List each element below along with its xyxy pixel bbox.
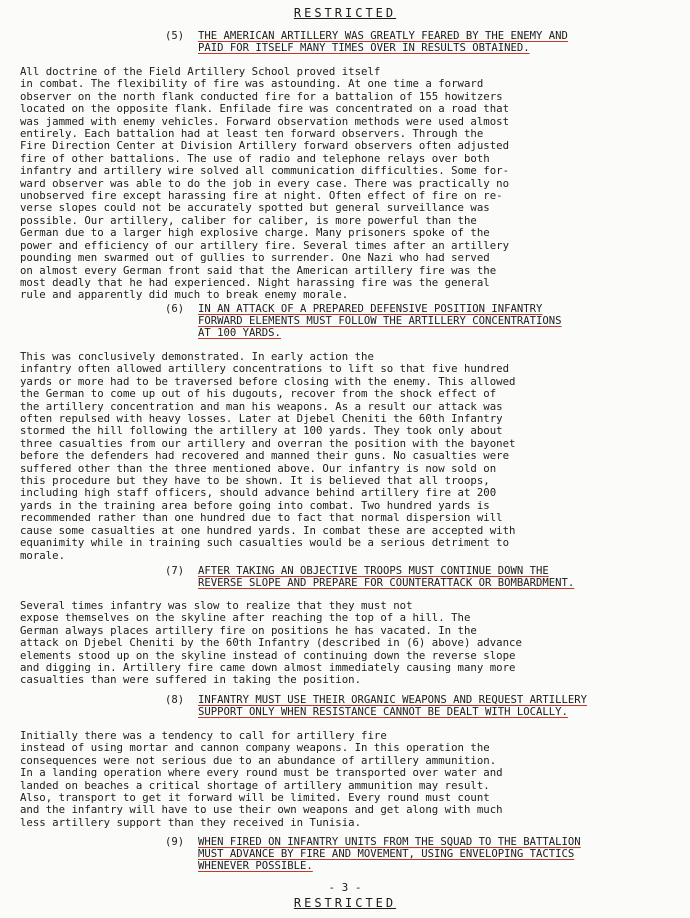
section-6-body: This was conclusively demonstrated. In early action the infantry often allowed artillery concentrations to lift so that five hundred yards or more had to be traversed before closing with the enemy. This allowed the German to come up out of his dugouts, recover from the shock effect of the artillery concentration and man his weapons. As a result our attack was often repulsed with heavy losses. Later at Djebel Cheniti the 60th Infantry stormed the hill following the artillery at 100 yards. They took only about three casualties from our artillery and overran the position with the bayonet before the defenders had recovered and manned their guns. No casualties were suffered other than the three mentioned above. Our infantry is now sold on this procedure but they have to be shown. It is believed that all troops, including high staff officers, should advance behind artillery fire at 200 yards in the training area before going into combat. Two hundred yards is recommended rather than one hundred due to fact that normal dispersion will cause some casualties at one hundred yards. In combat these are accepted with equanimity while in training such casualties would be a serious detriment to morale. [20, 350, 516, 562]
classification-footer: RESTRICTED [293, 896, 397, 910]
section-9-number: (9) [165, 836, 185, 848]
section-5-heading [165, 30, 635, 54]
section-6-heading-text: IN AN ATTACK OF A PREPARED DEFENSIVE POSITION INFANTRY FORWARD ELEMENTS MUST FOLLOW THE ARTILLERY CONCENTRATIONS AT 100 YARDS. [198, 303, 562, 339]
section-9-heading [165, 836, 635, 872]
section-5-body: All doctrine of the Field Artillery School proved itself in combat. The flexibility of fire was astounding. At one time a forward observer on the north flank conducted fire for a battalion of 155 howitzers located on the opposite flank. Enfilade fire was concentrated on a road that was jammed with enemy vehicles. Forward observation methods were used almost entirely. Each battalion had at least ten forward observers. Through the Fire Direction Center at Division Artillery forward observers often adjusted fire of other battalions. The use of radio and telephone relays over both infantry and artillery wire solved all communication difficulties. Some for- ward observer was able to do the job in every case. There was practically no unobserved fire except harassing fire at night. Often effect of fire on re- verse slopes could not be accurately spotted but general surveillance was possible. Our artillery, caliber for caliber, is more powerful than the German due to a larger high explosive charge. Many prisoners spoke of the power and efficiency of our artillery fire. Several times after an artillery pounding men swarmed out of gullies to surrender. One Nazi who had served on almost every German front said that the American artillery fire was the most deadly that he had experienced. Night harassing fire was the general rule and apparently did much to break enemy morale. [20, 65, 510, 302]
section-8-number: (8) [165, 694, 185, 706]
section-6-heading [165, 303, 635, 339]
section-7-heading-text: AFTER TAKING AN OBJECTIVE TROOPS MUST CONTINUE DOWN THE REVERSE SLOPE AND PREPARE FOR COUNTERATTACK OR BOMBARDMENT. [198, 565, 575, 589]
section-7-heading [165, 565, 635, 589]
section-7-body: Several times infantry was slow to realize that they must not expose themselves on the skyline after reaching the top of a hill. The German always places artillery fire on positions he has vacated. In the attack on Djebel Cheniti by the 60th Infantry (described in (6) above) advance elements stood up on the skyline instead of continuing down the reverse slope and digging in. Artillery fire came down almost immediately causing many more casualties than were suffered in taking the position. [20, 599, 522, 687]
classification-header: RESTRICTED [293, 6, 397, 20]
section-8-body: Initially there was a tendency to call for artillery fire instead of using mortar and cannon company weapons. In this operation the consequences were not serious due to an abundance of artillery ammunition. In a landing operation where every round must be transported over water and landed on beaches a critical shortage of artillery ammunition may result. Also, transport to get it forward will be limited. Every round must count and the infantry will have to use their own weapons and get along with much less artillery support than they received in Tunisia. [20, 729, 503, 829]
section-8-heading [165, 694, 635, 718]
section-9-heading-text: WHEN FIRED ON INFANTRY UNITS FROM THE SQUAD TO THE BATTALION MUST ADVANCE BY FIRE AND MOVEMENT, USING ENVELOPING TACTICS WHENEVER POSSIBLE. [198, 836, 581, 872]
section-6-number: (6) [165, 303, 185, 315]
section-5-heading-text: THE AMERICAN ARTILLERY WAS GREATLY FEARED BY THE ENEMY AND PAID FOR ITSELF MANY TIMES OVER IN RESULTS OBTAINED. [198, 30, 568, 54]
section-8-heading-text: INFANTRY MUST USE THEIR ORGANIC WEAPONS AND REQUEST ARTILLERY SUPPORT ONLY WHEN RESISTANCE CANNOT BE DEALT WITH LOCALLY. [198, 694, 588, 718]
section-7-number: (7) [165, 565, 185, 577]
section-5-number: (5) [165, 30, 185, 42]
page-number: - 3 - [328, 881, 362, 894]
